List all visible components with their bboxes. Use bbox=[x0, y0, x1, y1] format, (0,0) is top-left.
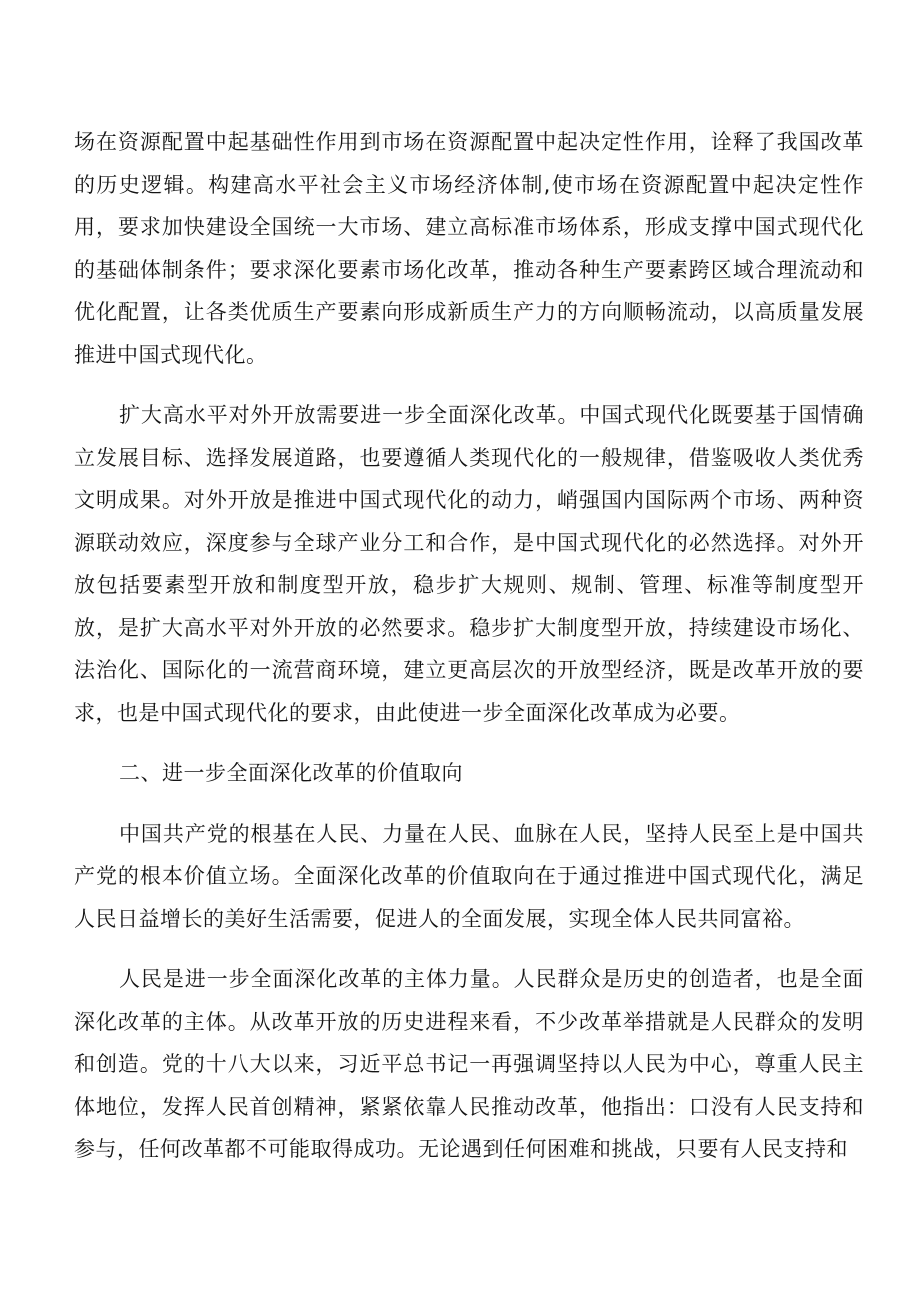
section-heading: 二、进一步全面深化改革的价值取向 bbox=[119, 761, 463, 785]
paragraph-opening-up: 扩大高水平对外开放需要进一步全面深化改革。中国式现代化既要基于国情确立发展目标、选择发展道路，也要遵循人类现代化的一般规律，借鉴吸收人类优秀文明成果。对外开放是推进中国式现代化的动力，峭强国内国际两个市场、两种资源联动效应，深度参与全球产业分工和合作，是中国式现代化的必然选择。对外开放包括要素型开放和制度型开放，稳步扩大规则、规制、管理、标准等制度型开放，是扩大高水平对外开放的必然要求。稳步扩大制度型开放，持续建设市场化、法治化、国际化的一流营商环境，建立更高层次的开放型经济，既是改革开放的要求，也是中国式现代化的要求，由此使进一步全面深化改革成为必要。 bbox=[74, 403, 864, 725]
paragraph-continuation: 场在资源配置中起基础性作用到市场在资源配置中起决定性作用，诠释了我国改革的历史逻辑。构建高水平社会主义市场经济体制,使市场在资源配置中起决定性作用，要求加快建设全国统一大市场、建立高标准市场体系，形成支撑中国式现代化的基础体制条件；要求深化要素市场化改革，推动各种生产要素跨区域合理流动和优化配置，让各类优质生产要素向形成新质生产力的方向顺畅流动，以高质量发展推进中国式现代化。 bbox=[74, 130, 864, 367]
paragraph-value-orientation: 中国共产党的根基在人民、力量在人民、血脉在人民，坚持人民至上是中国共产党的根本价值立场。全面深化改革的价值取向在于通过推进中国式现代化，满足人民日益增长的美好生活需要，促进人的全面发展，实现全体人民共同富裕。 bbox=[74, 821, 864, 931]
document-body bbox=[74, 121, 864, 1189]
paragraph-people-main-force: 人民是进一步全面深化改革的主体力量。人民群众是历史的创造者，也是全面深化改革的主体。从改革开放的历史进程来看，不少改革举措就是人民群众的发明和创造。党的十八大以来，习近平总书记一再强调坚持以人民为中心，尊重人民主体地位，发挥人民首创精神，紧紧依靠人民推动改革，他指出：口没有人民支持和参与，任何改革都不可能取得成功。无论遇到任何困难和挑战，只要有人民支持和 bbox=[74, 967, 864, 1161]
